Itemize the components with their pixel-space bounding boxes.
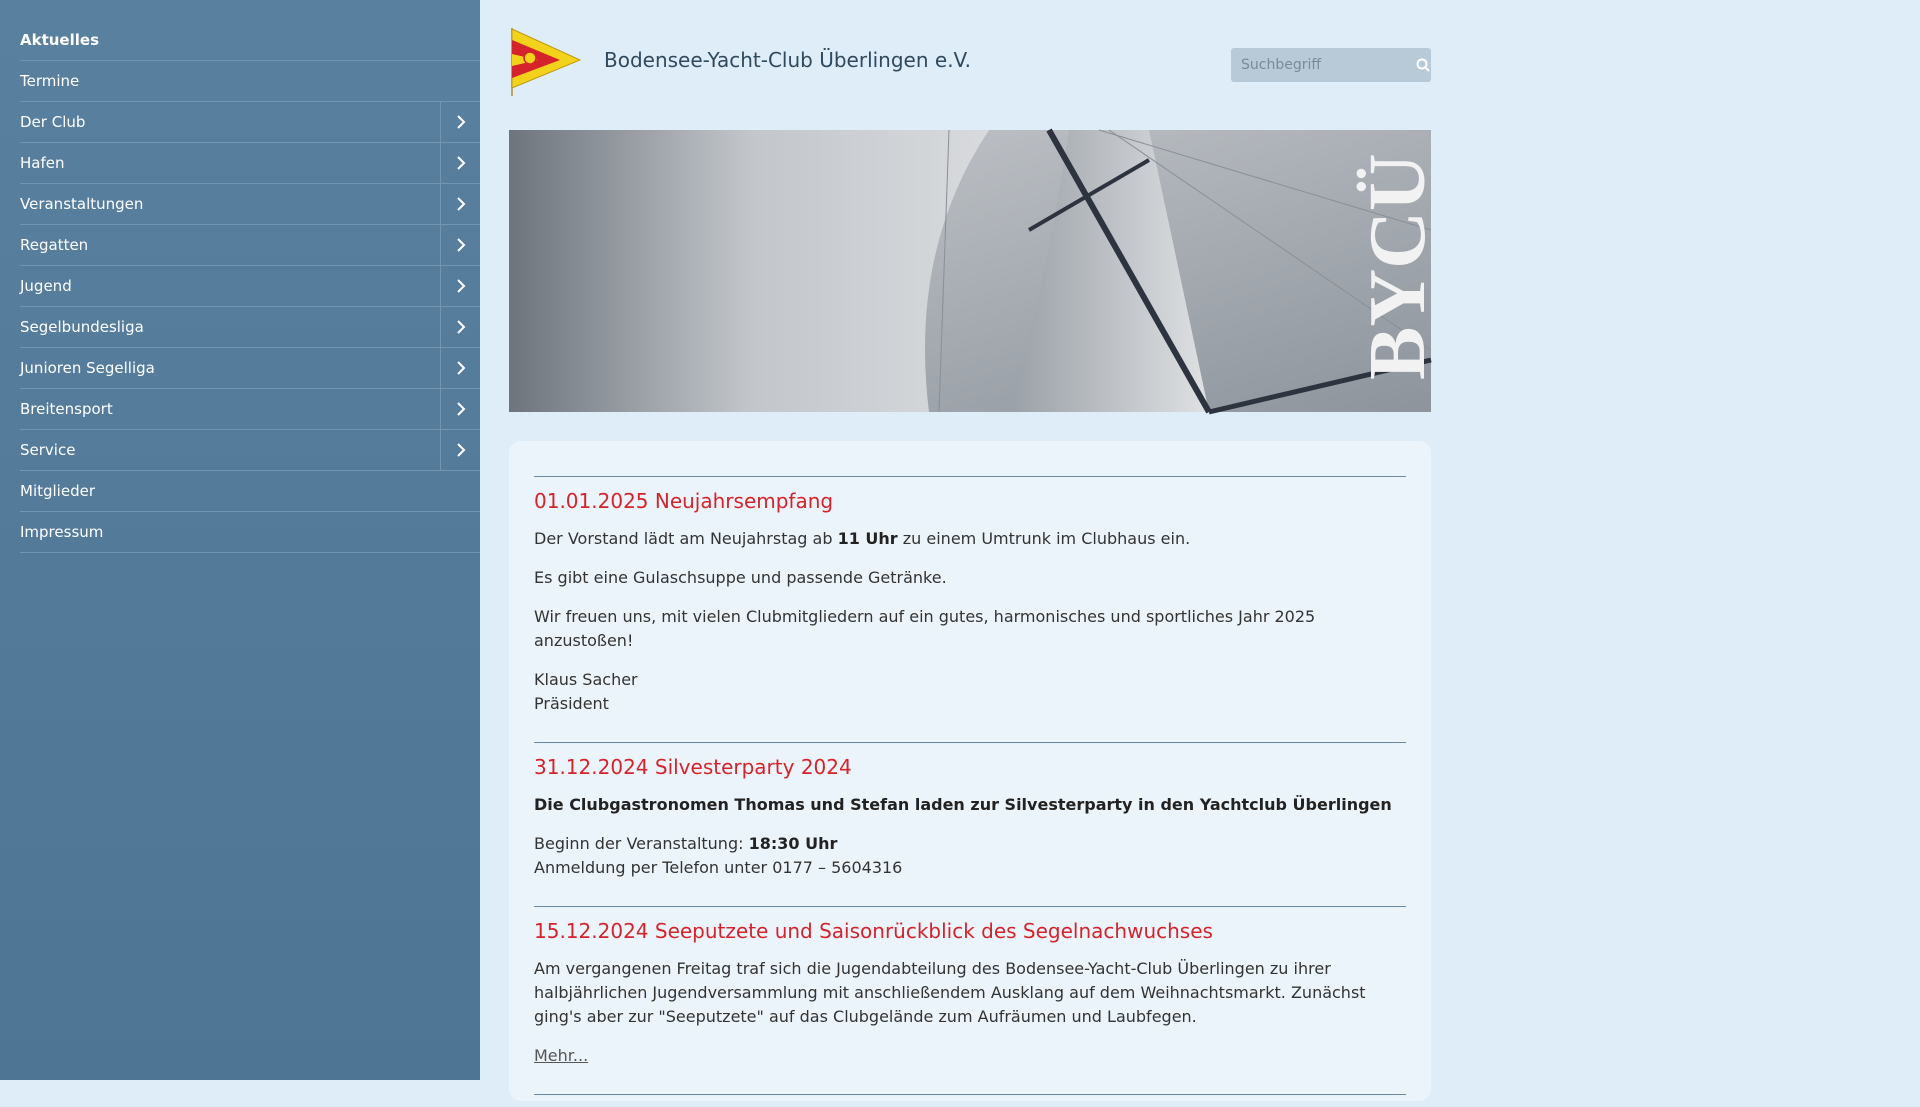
- sidebar-item-der-club[interactable]: [20, 102, 480, 143]
- sidebar-item-impressum[interactable]: [20, 512, 480, 553]
- sail-photo: [509, 130, 1442, 412]
- sidebar-item-service[interactable]: [20, 430, 480, 471]
- sidebar-item-label: Aktuelles: [20, 31, 99, 49]
- search-input[interactable]: [1231, 48, 1415, 82]
- chevron-right-icon: [455, 197, 467, 211]
- article-paragraph: Am vergangenen Freitag traf sich die Jugendabteilung des Bodensee-Yacht-Club Überlingen zu ihrer halbjährlichen Jugendversammlung mit anschließendem Ausklang auf dem Weihnachtsmarkt. Zunächst ging's aber zur "Seeputzete" auf das Clubgelände zum Aufräumen und Laubfegen.: [534, 959, 1366, 1026]
- sidebar-item-label: Junioren Segelliga: [20, 359, 155, 377]
- chevron-right-icon: [455, 238, 467, 252]
- news-article: [534, 476, 1406, 716]
- news-article: [534, 742, 1406, 880]
- search-icon: [1416, 58, 1430, 72]
- site-title[interactable]: Bodensee-Yacht-Club Überlingen e.V.: [604, 48, 972, 72]
- banner-watermark: BYCÜ: [1354, 153, 1442, 380]
- sidebar-item-label: Hafen: [20, 154, 65, 172]
- expand-submenu-button[interactable]: [440, 184, 480, 224]
- article-title[interactable]: 01.01.2025 Neujahrsempfang: [534, 489, 834, 513]
- article-paragraph: Der Vorstand lädt am Neujahrstag ab 11 Uhr zu einem Umtrunk im Clubhaus ein.: [534, 529, 1191, 548]
- sidebar-item-hafen[interactable]: [20, 143, 480, 184]
- expand-submenu-button[interactable]: [440, 266, 480, 306]
- chevron-right-icon: [455, 279, 467, 293]
- article-paragraph: Es gibt eine Gulaschsuppe und passende Getränke.: [534, 568, 947, 587]
- sidebar-item-label: Termine: [20, 72, 80, 90]
- expand-submenu-button[interactable]: [440, 307, 480, 347]
- expand-submenu-button[interactable]: [440, 143, 480, 183]
- article-lead: Die Clubgastronomen Thomas und Stefan laden zur Silvesterparty in den Yachtclub Überlingen: [534, 795, 1392, 814]
- search-box: [1231, 48, 1431, 82]
- sidebar-item-jugend[interactable]: [20, 266, 480, 307]
- sidebar-item-label: Impressum: [20, 523, 104, 541]
- article-divider: [534, 1094, 1406, 1107]
- sidebar-item-segelbundesliga[interactable]: [20, 307, 480, 348]
- article-signature: Klaus Sacher Präsident: [534, 670, 638, 713]
- sidebar-item-mitglieder[interactable]: [20, 471, 480, 512]
- expand-submenu-button[interactable]: [440, 102, 480, 142]
- expand-submenu-button[interactable]: [440, 225, 480, 265]
- chevron-right-icon: [455, 402, 467, 416]
- sidebar-item-veranstaltungen[interactable]: [20, 184, 480, 225]
- sidebar-item-regatten[interactable]: [20, 225, 480, 266]
- expand-submenu-button[interactable]: [440, 389, 480, 429]
- read-more-link[interactable]: Mehr...: [534, 1046, 589, 1065]
- sidebar-item-label: Regatten: [20, 236, 89, 254]
- news-article: [534, 906, 1406, 1068]
- sidebar-item-aktuelles[interactable]: [20, 20, 480, 61]
- article-paragraph: Wir freuen uns, mit vielen Clubmitgliedern auf ein gutes, harmonisches und sportliches Jahr 2025 anzustoßen!: [534, 607, 1316, 650]
- header-banner-image: [509, 130, 1442, 412]
- sidebar-item-label: Veranstaltungen: [20, 195, 144, 213]
- sidebar-item-label: Segelbundesliga: [20, 318, 144, 336]
- chevron-right-icon: [455, 361, 467, 375]
- sidebar-item-label: Service: [20, 441, 76, 459]
- sidebar-item-termine[interactable]: [20, 61, 480, 102]
- search-button[interactable]: [1415, 48, 1431, 82]
- article-paragraph: Beginn der Veranstaltung: 18:30 Uhr Anmeldung per Telefon unter 0177 – 5604316: [534, 834, 903, 877]
- sidebar-item-label: Der Club: [20, 113, 86, 131]
- chevron-right-icon: [455, 443, 467, 457]
- sidebar-item-breitensport[interactable]: [20, 389, 480, 430]
- chevron-right-icon: [455, 115, 467, 129]
- sidebar-item-label: Jugend: [20, 277, 72, 295]
- sidebar-item-label: Breitensport: [20, 400, 113, 418]
- expand-submenu-button[interactable]: [440, 430, 480, 470]
- sidebar-item-label: Mitglieder: [20, 482, 95, 500]
- chevron-right-icon: [455, 320, 467, 334]
- chevron-right-icon: [455, 156, 467, 170]
- club-burgee-logo[interactable]: [508, 26, 584, 98]
- sidebar-nav: [0, 0, 480, 1080]
- expand-submenu-button[interactable]: [440, 348, 480, 388]
- sidebar-item-junioren-segelliga[interactable]: [20, 348, 480, 389]
- article-title[interactable]: 31.12.2024 Silvesterparty 2024: [534, 755, 852, 779]
- news-content: [509, 441, 1431, 1101]
- article-title[interactable]: 15.12.2024 Seeputzete und Saisonrückblick des Segelnachwuchses: [534, 919, 1213, 943]
